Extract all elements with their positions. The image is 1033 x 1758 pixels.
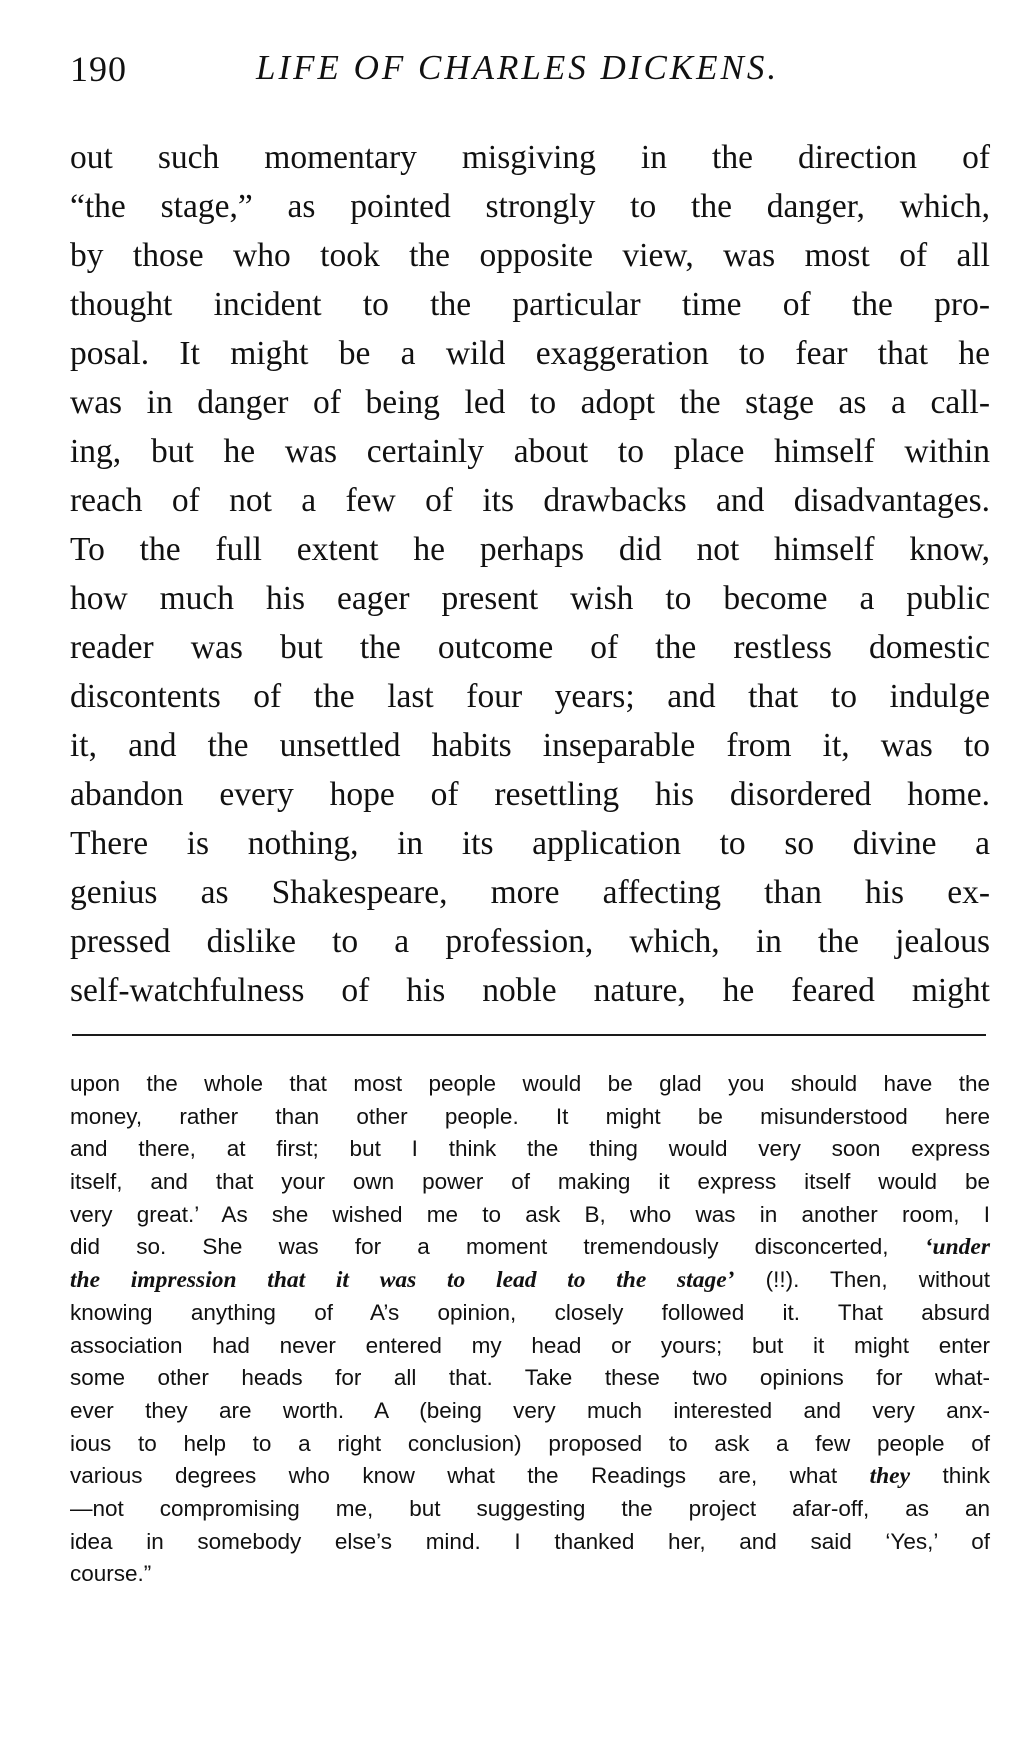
footnote-text bbox=[70, 1068, 990, 1591]
body-line: “the stage,” as pointed strongly to the danger, which, bbox=[70, 188, 990, 225]
footnote-text-run: did so. She was for a moment tremendously disconcerted, bbox=[70, 1234, 889, 1260]
page-number: 190 bbox=[70, 49, 127, 89]
body-line: was in danger of being led to adopt the stage as a call- bbox=[70, 384, 990, 421]
footnote-divider bbox=[72, 1034, 986, 1036]
footnote-italic-quote: the impression that it was to lead to the stage’ bbox=[70, 1267, 735, 1294]
body-line: discontents of the last four years; and that to indulge bbox=[70, 678, 990, 715]
footnote-line: association had never entered my head or yours; but it might enter bbox=[70, 1332, 990, 1358]
body-line: out such momentary misgiving in the direction of bbox=[70, 139, 990, 176]
body-line: To the full extent he perhaps did not himself know, bbox=[70, 531, 990, 568]
body-line: how much his eager present wish to become a public bbox=[70, 580, 990, 617]
body-line: genius as Shakespeare, more affecting than his ex- bbox=[70, 874, 990, 911]
body-line: thought incident to the particular time of the pro- bbox=[70, 286, 990, 323]
body-line: pressed dislike to a profession, which, in the jealous bbox=[70, 923, 990, 960]
body-line: There is nothing, in its application to so divine a bbox=[70, 825, 990, 862]
footnote-line: ious to help to a right conclusion) proposed to ask a few people of bbox=[70, 1430, 990, 1456]
footnote-line: very great.’ As she wished me to ask B, who was in another room, I bbox=[70, 1201, 990, 1227]
page-header bbox=[70, 48, 990, 100]
footnote-text-run: various degrees who know what the Readings are, what bbox=[70, 1463, 838, 1489]
running-head: LIFE OF CHARLES DICKENS. bbox=[256, 48, 780, 87]
body-line: posal. It might be a wild exaggeration to fear that he bbox=[70, 335, 990, 372]
footnote-line: course.” bbox=[70, 1561, 152, 1587]
body-line: by those who took the opposite view, was most of all bbox=[70, 237, 990, 274]
footnote-italic-quote: ‘under bbox=[924, 1234, 990, 1261]
main-body-text bbox=[70, 133, 990, 1015]
footnote-line: some other heads for all that. Take these two opinions for what- bbox=[70, 1365, 990, 1391]
body-line: self-watchfulness of his noble nature, he feared might bbox=[70, 972, 990, 1009]
footnote-line: ever they are worth. A (being very much interested and very anx- bbox=[70, 1397, 990, 1423]
footnote-text-run: (!!). Then, without bbox=[734, 1267, 990, 1293]
body-line: reach of not a few of its drawbacks and disadvantages. bbox=[70, 482, 990, 519]
footnote-line: itself, and that your own power of making it express itself would be bbox=[70, 1169, 990, 1195]
footnote-line bbox=[70, 1460, 990, 1493]
footnote-line: —not compromising me, but suggesting the project afar-off, as an bbox=[70, 1495, 990, 1521]
body-line: ing, but he was certainly about to place himself within bbox=[70, 433, 990, 470]
footnote-line: knowing anything of A’s opinion, closely followed it. That absurd bbox=[70, 1299, 990, 1325]
footnote-text-run: think bbox=[910, 1463, 990, 1489]
body-line: reader was but the outcome of the restless domestic bbox=[70, 629, 990, 666]
footnote-line: and there, at first; but I think the thing would very soon express bbox=[70, 1136, 990, 1162]
body-line: it, and the unsettled habits inseparable from it, was to bbox=[70, 727, 990, 764]
footnote-line bbox=[70, 1231, 990, 1264]
footnote-line: upon the whole that most people would be glad you should have the bbox=[70, 1071, 990, 1096]
footnote-line: money, rather than other people. It might be misunderstood here bbox=[70, 1103, 990, 1129]
body-line: abandon every hope of resettling his disordered home. bbox=[70, 776, 990, 813]
footnote-italic-word: they bbox=[869, 1463, 911, 1490]
footnote-line bbox=[70, 1264, 990, 1297]
footnote-line: idea in somebody else’s mind. I thanked her, and said ‘Yes,’ of bbox=[70, 1528, 990, 1554]
